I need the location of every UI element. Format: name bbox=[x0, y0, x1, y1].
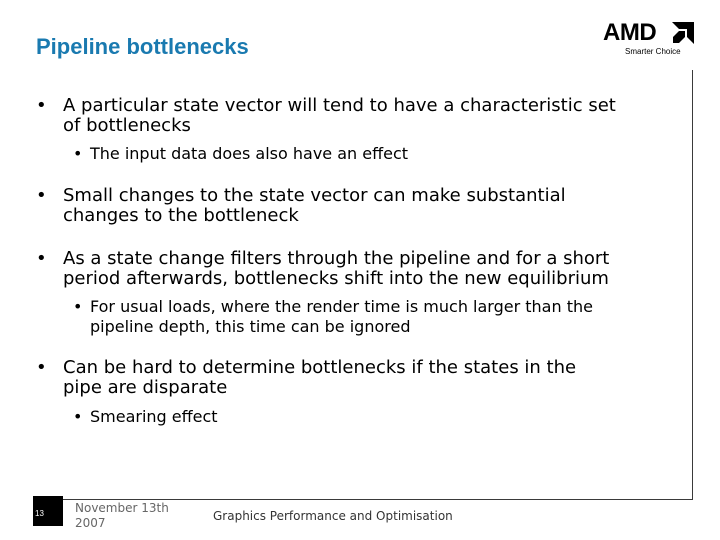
footer-presentation-title: Graphics Performance and Optimisation bbox=[213, 509, 453, 523]
sub-bullet-text: Smearing effect bbox=[90, 407, 218, 426]
bullet-text: pipe are disparate bbox=[63, 377, 228, 398]
sub-bullet-item bbox=[73, 144, 409, 164]
bullet-item bbox=[36, 357, 577, 378]
sub-bullet-item bbox=[73, 297, 593, 317]
bullet-item bbox=[36, 95, 616, 116]
slide-number-badge bbox=[33, 496, 63, 526]
logo-wordmark: AMD bbox=[603, 19, 657, 46]
bullet-text: changes to the bottleneck bbox=[63, 205, 299, 226]
bullet-glyph: • bbox=[36, 95, 47, 116]
frame-bottom-rule bbox=[40, 499, 693, 500]
bullet-glyph: • bbox=[73, 407, 83, 426]
frame-right-rule bbox=[692, 70, 693, 500]
bullet-glyph: • bbox=[36, 248, 47, 269]
bullet-text: A particular state vector will tend to have a characteristic set bbox=[63, 95, 616, 116]
sub-bullet-text-continued bbox=[90, 317, 411, 337]
bullet-text-continued bbox=[63, 116, 191, 136]
slide-title: Pipeline bottlenecks bbox=[36, 34, 249, 59]
bullet-text-continued bbox=[63, 206, 299, 226]
bullet-glyph: • bbox=[36, 357, 47, 378]
slide-number: 13 bbox=[35, 509, 44, 518]
bullet-text-continued bbox=[63, 378, 227, 398]
bullet-text: As a state change filters through the pipeline and for a short bbox=[63, 248, 610, 269]
bullet-glyph: • bbox=[36, 185, 47, 206]
sub-bullet-item bbox=[73, 407, 218, 427]
bullet-item bbox=[36, 248, 610, 269]
bullet-text: period afterwards, bottlenecks shift into the new equilibrium bbox=[63, 268, 609, 289]
bullet-text: Small changes to the state vector can make substantial bbox=[63, 185, 566, 206]
bullet-glyph: • bbox=[73, 144, 83, 163]
bullet-glyph: • bbox=[73, 297, 83, 316]
amd-logo bbox=[603, 20, 698, 60]
bullet-text: Can be hard to determine bottlenecks if the states in the bbox=[63, 357, 577, 378]
bullet-text-continued bbox=[63, 269, 609, 289]
bullet-item bbox=[36, 185, 566, 206]
footer-date: November 13th 2007 bbox=[75, 501, 169, 530]
sub-bullet-text: The input data does also have an effect bbox=[90, 144, 409, 163]
bullet-text: of bottlenecks bbox=[63, 115, 191, 136]
amd-arrow-icon bbox=[672, 22, 694, 44]
sub-bullet-text: pipeline depth, this time can be ignored bbox=[90, 317, 411, 336]
sub-bullet-text: For usual loads, where the render time is much larger than the bbox=[90, 297, 593, 316]
logo-tagline: Smarter Choice bbox=[625, 47, 681, 56]
